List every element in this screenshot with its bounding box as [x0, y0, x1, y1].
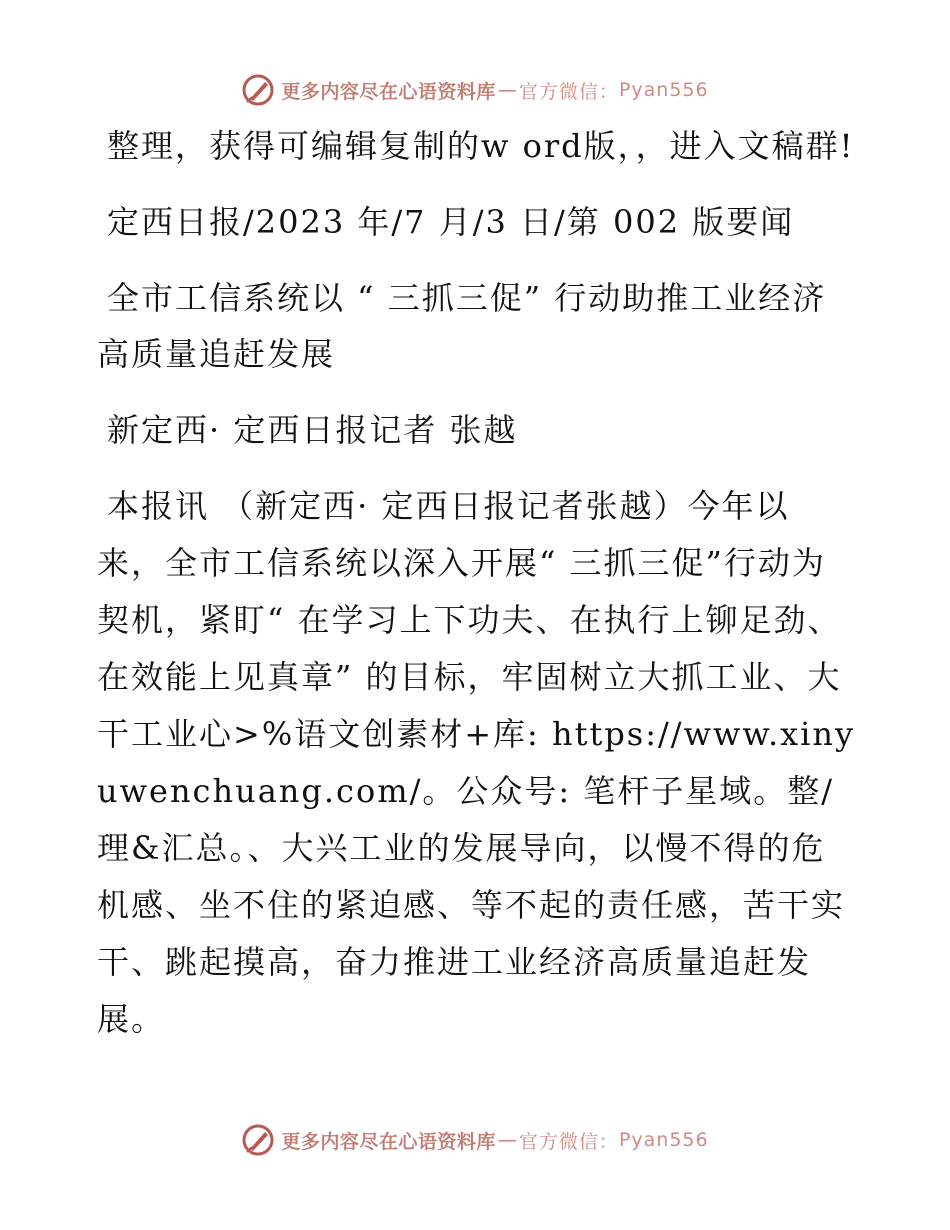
banner-separator: —: [497, 79, 517, 101]
banner-wechat-label: 官方微信：: [518, 80, 619, 103]
banner-main-text: 更多内容尽在心语资料库: [281, 1130, 496, 1153]
banner-separator: —: [497, 1129, 517, 1151]
banner-wechat-label: 官方微信：: [518, 1130, 619, 1153]
body-paragraph: 本报讯 （新定西· 定西日报记者张越）今年以来，全市工信系统以深入开展“ 三抓三促”行动为契机，紧盯“ 在学习上下功夫、在执行上铆足劲、在效能上见真章” 的目标，牢固树立大抓工业、大干工业心>%语文创素材+库: https://www.xinyuwenchuang.com/。公众号: 笔杆子星域。整/理&汇总。、大兴工业的发展导向，以慢不得的危机感、坐不住的紧迫感、等不起的责任感，苦干实干、跳起摸高，奋力推进工业经济高质量追赶发展。: [97, 487, 856, 1038]
source-line: 定西日报/2023 年/7 月/3 日/第 002 版要闻: [107, 203, 795, 241]
banner-wechat-id: Pyan556: [618, 1129, 709, 1151]
quill-logo-icon: [241, 1123, 275, 1157]
headline: 全市工信系统以 “ 三抓三促” 行动助推工业经济高质量追赶发展: [97, 279, 827, 373]
footer-watermark-banner: [0, 1120, 950, 1160]
header-watermark-banner: [0, 70, 950, 110]
quill-logo-icon: [241, 73, 275, 107]
document-content: [97, 118, 857, 1068]
byline: 新定西· 定西日报记者 张越: [107, 411, 518, 449]
banner-wechat-id: Pyan556: [618, 79, 709, 101]
intro-paragraph: 整理，获得可编辑复制的w ord版，，进入文稿群!: [107, 127, 855, 165]
banner-main-text: 更多内容尽在心语资料库: [281, 80, 496, 103]
